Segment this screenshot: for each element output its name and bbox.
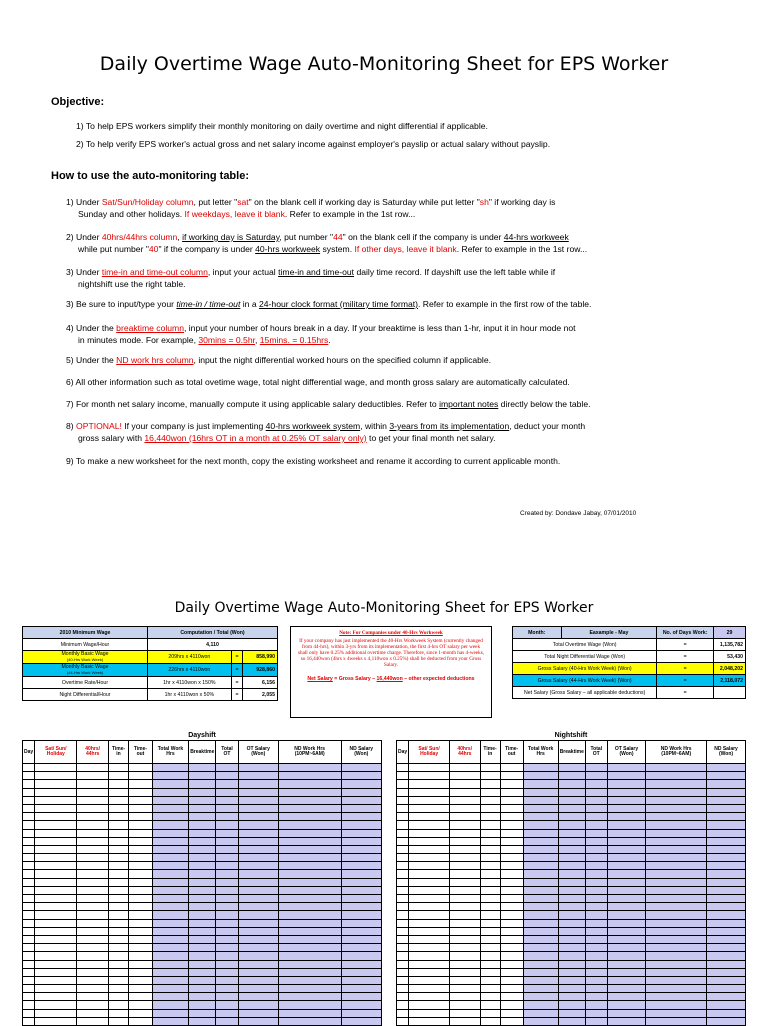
table-row	[397, 788, 746, 796]
table-row	[397, 993, 746, 1001]
table-row	[23, 837, 382, 845]
table-row	[23, 993, 382, 1001]
table-row	[397, 985, 746, 993]
table-row	[23, 895, 382, 903]
objective-item-2: 2) To help verify EPS worker's actual gross and net salary income against employer's payslip or actual salary without payslip.	[76, 139, 551, 149]
dayshift-table: Dayshift Day Sat/ Sun/ Holiday 40hrs/ 44hrs Time-in Time-out Total Work Hrs Breaktime Total OT OT Salary (Won) ND Work Hrs (10PM~6AM) ND Salary (Won)	[22, 730, 382, 1026]
table-row	[397, 813, 746, 821]
table-row	[397, 764, 746, 772]
table-row	[23, 1017, 382, 1025]
table-row	[23, 788, 382, 796]
table-row	[397, 976, 746, 984]
step-6: 5) Under the ND work hrs column, input the night differential worked hours on the specified column if applicable.	[66, 355, 492, 365]
table-row	[23, 821, 382, 829]
table-row	[23, 952, 382, 960]
table-row	[23, 854, 382, 862]
table-row	[397, 1017, 746, 1025]
note-box: Note: For Companies under 40-Hrs Workweek If your company has just implemented the 40-Hrs Workweek System (currently changed from 44-hrs), within 3-yrs from its implementation, the first 4-hrs OT salary per week shall only have 0.25% additional overtime charge. Therefore, since 1-month has 4-weeks, so 16,440won (4hrs x 4weeks x 4,110won x 0.25%) shall be deducted from your Gross Salary. Net Salary = Gross Salary – 16,440won – other expected deductions	[290, 626, 492, 718]
step-3: 3) Under time-in and time-out column, input your actual time-in and time-out daily time record. If dayshift use the left table while if nightshift use the right table.	[66, 267, 556, 289]
table-row	[23, 960, 382, 968]
table-row	[397, 960, 746, 968]
table-row	[397, 821, 746, 829]
credit: Created by: Dondave Jabay, 07/01/2010	[520, 510, 637, 517]
step-4: 3) Be sure to input/type your time-in / time-out in a 24-hour clock format (military time format). Refer to example in the first row of the table.	[66, 299, 592, 309]
table-row	[397, 886, 746, 894]
table-row	[397, 968, 746, 976]
table-row	[397, 796, 746, 804]
step-7: 6) All other information such as total ovetime wage, total night differential wage, and month gross salary are automatically calculated.	[66, 377, 570, 387]
table-row	[23, 911, 382, 919]
sheet-title: Daily Overtime Wage Auto-Monitoring Sheet for EPS Worker	[174, 600, 594, 616]
table-row	[397, 952, 746, 960]
table-row	[23, 985, 382, 993]
step-9: 8) OPTIONAL! If your company is just implementing 40-hrs workweek system, within 3-years from its implementation, deduct your month gross salary with 16,440won (16hrs OT in a month at 0.25% OT salary only) to get your final month net salary.	[66, 421, 586, 443]
table-row	[23, 772, 382, 780]
table-row	[23, 886, 382, 894]
objective-item-1: 1) To help EPS workers simplify their monthly monitoring on daily overtime and night differential if applicable.	[76, 121, 488, 131]
step-5: 4) Under the breaktime column, input your number of hours break in a day. If your breaktime is less than 1-hr, input it in hour mode not in minutes mode. For example, 30mins = 0.5hr, 15mins. = 0.15hrs.	[66, 323, 576, 345]
table-row	[23, 968, 382, 976]
table-row	[397, 1009, 746, 1017]
salary-table: Month: Eaxample - May No. of Days Work: 29 Total Overtime Wage (Won) = 1,135,782 Total Night Differential Wage (Won) = 53,430 Gross Salary (40-Hrs Work Week) (Won) = 2,048,202 Gross Salary (44-Hrs Work Week) (Won) = 2,118,072 Net Salary (Gross Salary – all applicable deductions) =	[512, 626, 746, 699]
table-row	[397, 854, 746, 862]
table-row	[397, 870, 746, 878]
table-row	[397, 919, 746, 927]
table-row	[397, 903, 746, 911]
table-row	[23, 976, 382, 984]
objective-heading: Objective:	[51, 96, 105, 108]
step-2: 2) Under 40hrs/44hrs column, if working day is Saturday, put number "44" on the blank cell if the company is under 44-hrs workweek while put number "40" if the company is under 40-hrs workweek system. If other days, leave it blank. Refer to example in the 1st row...	[66, 232, 588, 254]
howto-heading: How to use the auto-monitoring table:	[51, 170, 249, 182]
table-row	[23, 780, 382, 788]
table-row	[397, 804, 746, 812]
table-row	[397, 780, 746, 788]
table-row	[397, 829, 746, 837]
wage-table: 2010 Minimum Wage Computation / Total (Won) Minimum Wage/Hour 4,110 Monthly Basic Wage (40-Hrs Work Week) 209hrs x 4110won = 858,990 Monthly Basic Wage (44-Hrs Work Week) 226hrs x 4110won = 928,860 Overtime Rate/Hour 1hr x 4110won x 150% = 6,156 Night Differential/Hour 1hr x 4110won x 50% = 2,055	[22, 626, 278, 701]
table-row	[23, 829, 382, 837]
table-row	[397, 944, 746, 952]
step-8: 7) For month net salary income, manually compute it using applicable salary deductibles. Refer to important notes directly below the table.	[66, 399, 591, 409]
table-row	[23, 878, 382, 886]
table-row	[397, 862, 746, 870]
table-row	[23, 927, 382, 935]
table-row	[397, 845, 746, 853]
table-row	[397, 895, 746, 903]
table-row	[397, 878, 746, 886]
table-row	[397, 911, 746, 919]
table-row	[23, 870, 382, 878]
table-row	[23, 935, 382, 943]
table-row	[397, 1001, 746, 1009]
table-row	[23, 903, 382, 911]
table-row	[397, 927, 746, 935]
table-row	[23, 764, 382, 772]
table-row	[23, 1009, 382, 1017]
table-row	[397, 935, 746, 943]
table-row	[23, 796, 382, 804]
table-row	[23, 813, 382, 821]
step-10: 9) To make a new worksheet for the next month, copy the existing worksheet and rename it according to current applicable month.	[66, 456, 561, 466]
table-row	[397, 772, 746, 780]
page-title: Daily Overtime Wage Auto-Monitoring Sheet for EPS Worker	[99, 53, 669, 75]
table-row	[23, 919, 382, 927]
nightshift-table: Nightshift Day Sat/ Sun/ Holiday 40hrs/ 44hrs Time-in Time-out Total Work Hrs Breaktime Total OT OT Salary (Won) ND Work Hrs (10PM~6AM) ND Salary (Won)	[396, 730, 746, 1026]
table-row	[23, 1001, 382, 1009]
table-row	[23, 804, 382, 812]
table-row	[23, 862, 382, 870]
table-row	[23, 944, 382, 952]
step-1: 1) Under Sat/Sun/Holiday column, put letter "sat" on the blank cell if working day is Saturday while put letter "sh" if working day is Sunday and other holidays. If weekdays, leave it blank. Refer to example in the 1st row...	[66, 197, 556, 219]
table-row	[23, 845, 382, 853]
table-row	[397, 837, 746, 845]
